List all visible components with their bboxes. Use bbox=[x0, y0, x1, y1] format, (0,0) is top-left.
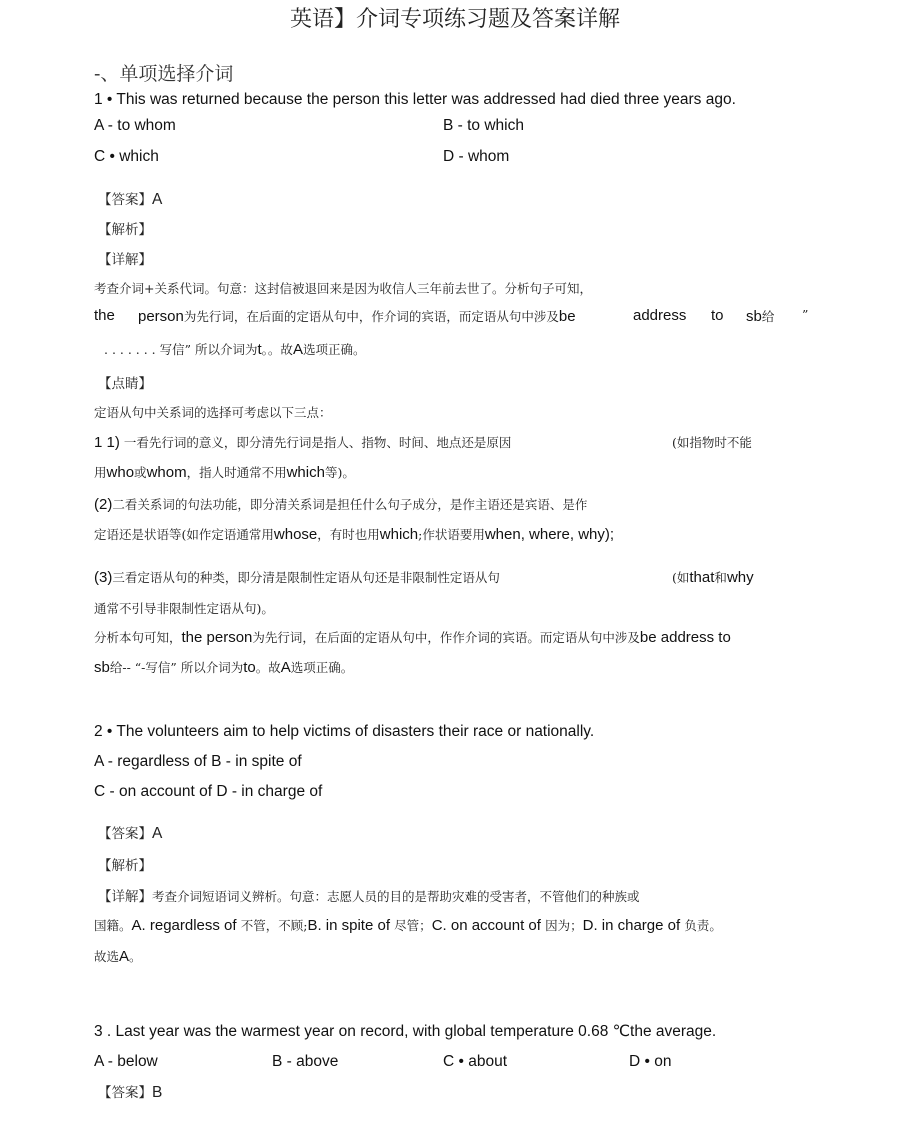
tip-text: 一看先行词的意义，即分清先行词是指人、指物、时间、地点还是原因 bbox=[119, 435, 512, 450]
question-3-option-a: A - below bbox=[94, 1053, 158, 1070]
tip-number: (3) bbox=[94, 569, 113, 586]
tip-text: ，有时也用 bbox=[317, 527, 380, 542]
detail-word: B. in spite of bbox=[307, 917, 395, 934]
section-heading: -、单项选择介词 bbox=[94, 63, 234, 85]
detail-text: . . . . . . . 写信” 所以介词为 bbox=[104, 342, 258, 357]
answer-value: A bbox=[152, 825, 163, 842]
question-1-tip-line-3 bbox=[94, 463, 355, 481]
question-2-detail bbox=[98, 885, 640, 905]
tip-text: 定语还是状语等(如作定语通常用 bbox=[94, 527, 274, 542]
tip-text: 等)。 bbox=[324, 465, 355, 480]
tip-text: 选项正确。 bbox=[290, 660, 354, 675]
detail-text: 不管，不顾; bbox=[240, 918, 308, 933]
detail-word: A bbox=[292, 341, 303, 358]
tip-word: why bbox=[726, 569, 754, 586]
detail-text: 尽管； bbox=[394, 918, 432, 933]
tip-text: 分析本句可知， bbox=[94, 630, 182, 645]
tip-word: which bbox=[286, 464, 325, 481]
question-2-options-ab: A - regardless of B - in spite of bbox=[94, 753, 302, 770]
detail-word: address bbox=[633, 307, 687, 324]
detail-word: t bbox=[257, 341, 262, 358]
question-1-tip-line-6 bbox=[94, 568, 814, 586]
tip-word: the person bbox=[181, 629, 253, 646]
detail-text: 考查介词短语词义辨析。句意：志愿人员的目的是帮助灾难的受害者，不管他们的种族或 bbox=[152, 889, 640, 904]
detail-word: A. regardless of bbox=[131, 917, 241, 934]
detail-text: 为先行词，在后面的定语从句中，作介词的宾语，而定语从句中涉及 bbox=[183, 309, 559, 324]
question-1-option-c: C • which bbox=[94, 148, 159, 165]
question-2-options-cd: C - on account of D - in charge of bbox=[94, 783, 323, 800]
detail-text: 。 bbox=[129, 949, 142, 964]
detail-word: person bbox=[138, 308, 184, 325]
question-1-option-d: D - whom bbox=[443, 148, 510, 165]
tip-text: 二看关系词的句法功能，即分清关系词是担任什么句子成分，是作主语还是宾语、是作 bbox=[112, 497, 588, 512]
question-2-stem: 2 • The volunteers aim to help victims of disasters their race or nationally. bbox=[94, 723, 595, 740]
tip-word: A bbox=[280, 659, 291, 676]
question-1-tip-line-4 bbox=[94, 495, 587, 513]
document-title: 英语】介词专项练习题及答案详解 bbox=[289, 7, 620, 32]
question-1-tip-label: 【点睛】 bbox=[98, 376, 152, 392]
detail-quote: ” bbox=[802, 307, 809, 322]
question-1-tip-line-2 bbox=[94, 433, 814, 451]
question-3-stem: 3 . Last year was the warmest year on record, with global temperature 0.68 ℃the average. bbox=[94, 1023, 717, 1040]
detail-text: 。。故 bbox=[261, 342, 293, 357]
tip-word: when, where, why); bbox=[484, 526, 615, 543]
detail-word: be bbox=[558, 308, 576, 325]
answer-label: 【答案】 bbox=[98, 192, 152, 208]
detail-word: sb bbox=[746, 308, 762, 325]
question-1-option-a: A - to whom bbox=[94, 117, 176, 134]
detail-word: to bbox=[711, 307, 724, 324]
detail-word: the bbox=[94, 307, 115, 324]
tip-word: whom bbox=[146, 464, 187, 481]
tip-text: (如指物时不能 bbox=[672, 435, 752, 450]
detail-text: 负责。 bbox=[684, 918, 722, 933]
question-1-answer bbox=[98, 188, 162, 209]
tip-number: (2) bbox=[94, 496, 113, 513]
tip-text: ，指人时通常不用 bbox=[186, 465, 287, 480]
question-3-option-d: D • on bbox=[629, 1053, 672, 1070]
question-1-option-b: B - to which bbox=[443, 117, 524, 134]
question-3-option-c: C • about bbox=[443, 1053, 508, 1070]
tip-text: 和 bbox=[714, 570, 727, 585]
tip-number: 1 1) bbox=[94, 434, 120, 451]
question-1-tip-line-5 bbox=[94, 525, 614, 543]
question-1-tip-line-7: 通常不引导非限制性定语从句)。 bbox=[94, 601, 274, 616]
question-1-tip-line-9 bbox=[94, 658, 353, 676]
answer-value: A bbox=[152, 191, 163, 208]
answer-label: 【答案】 bbox=[98, 1085, 152, 1101]
question-3-option-b: B - above bbox=[272, 1053, 339, 1070]
tip-text: 。故 bbox=[255, 660, 281, 675]
tip-word: who bbox=[106, 464, 135, 481]
question-1-tip-line-8 bbox=[94, 628, 731, 646]
detail-text: 故选 bbox=[94, 949, 120, 964]
tip-text: 三看定语从句的种类，即分清是限制性定语从句还是非限制性定语从句 bbox=[112, 570, 500, 585]
tip-word: sb bbox=[94, 659, 110, 676]
tip-word: that bbox=[689, 569, 715, 586]
tip-text: ;作状语要用 bbox=[418, 527, 485, 542]
tip-text: (如 bbox=[672, 570, 690, 585]
detail-text: 给 bbox=[761, 309, 775, 324]
detail-word: D. in charge of bbox=[582, 917, 685, 934]
question-1-detail-line-1: 考查介词+关系代词。句意：这封信被退回来是因为收信人三年前去世了。分析句子可知， bbox=[94, 281, 592, 296]
question-3-answer bbox=[98, 1081, 162, 1102]
question-2-detail-line-3 bbox=[94, 947, 142, 965]
tip-word: to bbox=[243, 659, 256, 676]
tip-text: 给-- “-写信” 所以介词为 bbox=[109, 660, 244, 675]
detail-label: 【详解】 bbox=[98, 889, 152, 905]
question-2-analysis-label: 【解析】 bbox=[98, 858, 152, 874]
question-1-detail-line-3 bbox=[104, 340, 365, 358]
tip-text: 或 bbox=[134, 465, 147, 480]
detail-word: C. on account of bbox=[431, 917, 546, 934]
detail-text: 选项正确。 bbox=[302, 342, 366, 357]
question-1-analysis-label: 【解析】 bbox=[98, 222, 152, 238]
question-2-answer bbox=[98, 822, 162, 843]
answer-label: 【答案】 bbox=[98, 826, 152, 842]
tip-word: which bbox=[379, 526, 419, 543]
tip-word: be address to bbox=[639, 629, 731, 646]
detail-text: 国籍。 bbox=[94, 918, 132, 933]
tip-text: 用 bbox=[94, 465, 107, 480]
detail-word: A bbox=[119, 948, 130, 965]
tip-word: whose bbox=[273, 526, 318, 543]
question-2-detail-line-2 bbox=[94, 916, 722, 934]
question-1-stem: 1 • This was returned because the person this letter was addressed had died three years ago. bbox=[94, 91, 736, 108]
question-1-tip-line-1: 定语从句中关系词的选择可考虑以下三点： bbox=[94, 405, 332, 420]
question-1-detail-label: 【详解】 bbox=[98, 252, 152, 268]
answer-value: B bbox=[152, 1084, 163, 1101]
tip-text: 为先行词，在后面的定语从句中，作作介词的宾语。而定语从句中涉及 bbox=[252, 630, 640, 645]
detail-text: 因为； bbox=[545, 918, 583, 933]
